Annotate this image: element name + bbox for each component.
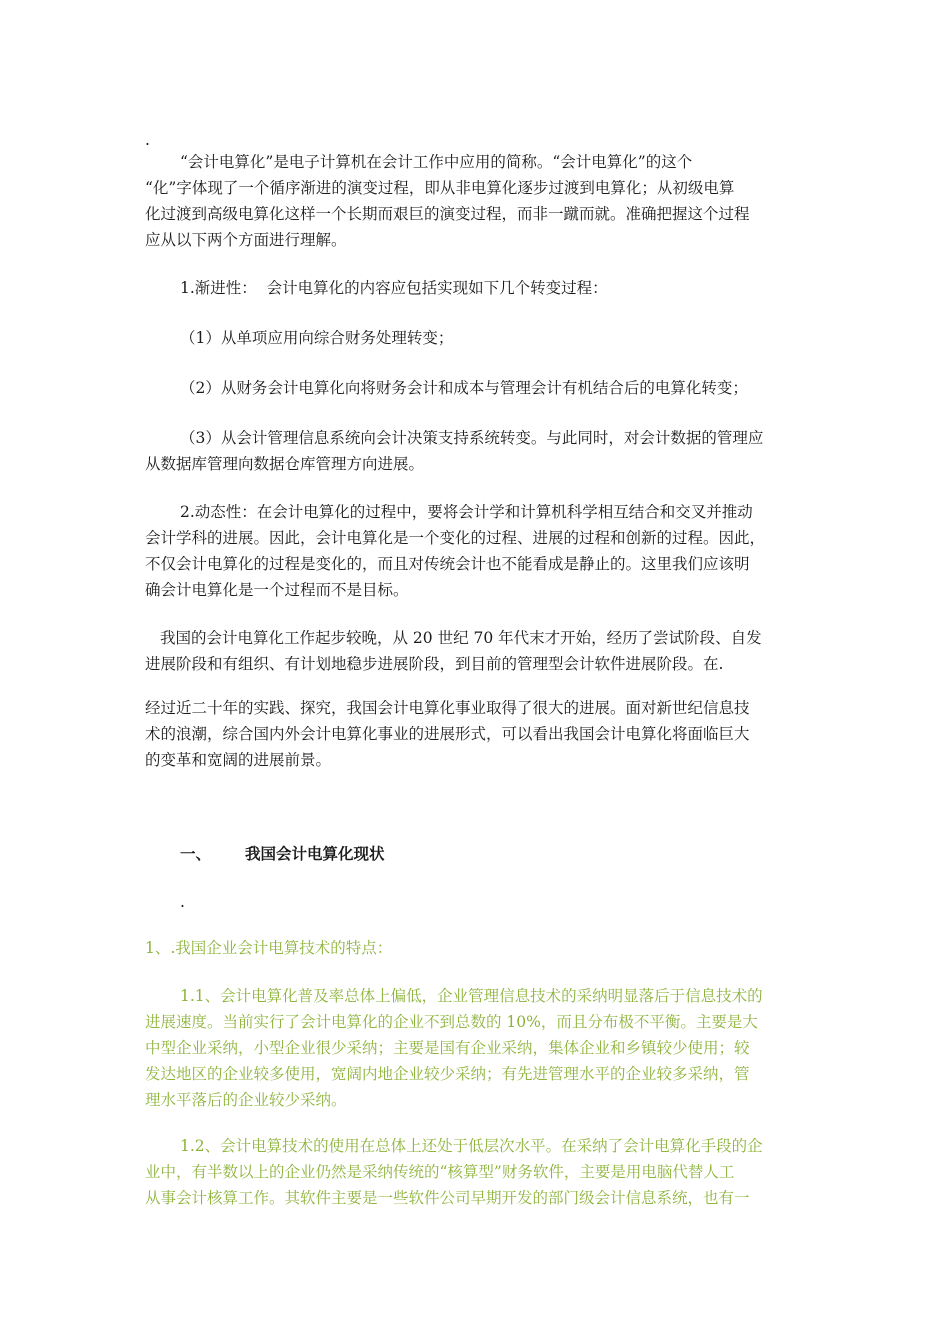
feature-1-line-2: 进展速度。当前实行了会计电算化的企业不到总数的 10%，而且分布极不平衡。主要是大 — [145, 1013, 758, 1031]
history-line-1: 我国的会计电算化工作起步较晚，从 20 世纪 70 年代末才开始，经历了尝试阶段、自发 — [160, 629, 762, 647]
feature-2-line-1: 1.2、会计电算技术的使用在总体上还处于低层次水平。在采纳了会计电算化手段的企 — [180, 1137, 763, 1155]
transition-item-1: （1）从单项应用向综合财务处理转变； — [180, 329, 454, 347]
stray-dot: . — [145, 131, 150, 149]
intro-line-1: “会计电算化”是电子计算机在会计工作中应用的简称。“会计电算化”的这个 — [180, 153, 693, 171]
history-line-2: 进展阶段和有组织、有计划地稳步进展阶段，到目前的管理型会计软件进展阶段。在. — [145, 655, 724, 673]
feature-1-line-3: 中型企业采纳，小型企业很少采纳；主要是国有企业采纳，集体企业和乡镇较少使用；较 — [145, 1039, 750, 1057]
transition-item-3: （3）从会计管理信息系统向会计决策支持系统转变。与此同时，对会计数据的管理应 — [180, 429, 764, 447]
transition-item-2: （2）从财务会计电算化向将财务会计和成本与管理会计有机结合后的电算化转变； — [180, 379, 748, 397]
gradual-heading: 1.渐进性： 会计电算化的内容应包括实现如下几个转变过程： — [180, 279, 608, 297]
intro-line-2: “化”字体现了一个循序渐进的演变过程，即从非电算化逐步过渡到电算化；从初级电算 — [145, 179, 735, 197]
intro-line-3: 化过渡到高级电算化这样一个长期而艰巨的演变过程，而非一蹴而就。准确把握这个过程 — [145, 205, 750, 223]
feature-1-line-1: 1.1、会计电算化普及率总体上偏低，企业管理信息技术的采纳明显落后于信息技术的 — [180, 987, 763, 1005]
feature-1-line-4: 发达地区的企业较多使用，宽阔内地企业较少采纳；有先进管理水平的企业较多采纳，管 — [145, 1065, 750, 1083]
dynamic-line-3: 不仅会计电算化的过程是变化的，而且对传统会计也不能看成是静止的。这里我们应该明 — [145, 555, 750, 573]
progress-line-2: 术的浪潮，综合国内外会计电算化事业的进展形式，可以看出我国会计电算化将面临巨大 — [145, 725, 750, 743]
subsection-title: 1、.我国企业会计电算技术的特点： — [145, 939, 393, 957]
transition-item-3-cont: 从数据库管理向数据仓库管理方向进展。 — [145, 455, 425, 473]
feature-2-line-3: 从事会计核算工作。其软件主要是一些软件公司早期开发的部门级会计信息系统，也有一 — [145, 1189, 750, 1207]
progress-line-1: 经过近二十年的实践、探究，我国会计电算化事业取得了很大的进展。面对新世纪信息技 — [145, 699, 750, 717]
dynamic-line-4: 确会计电算化是一个过程而不是目标。 — [145, 581, 409, 599]
dynamic-line-2: 会计学科的进展。因此，会计电算化是一个变化的过程、进展的过程和创新的过程。因此， — [145, 529, 766, 547]
progress-line-3: 的变革和宽阔的进展前景。 — [145, 751, 332, 769]
section-title: 我国会计电算化现状 — [245, 844, 385, 863]
stray-dot-mid: . — [180, 893, 185, 911]
feature-2-line-2: 业中，有半数以上的企业仍然是采纳传统的“核算型”财务软件，主要是用电脑代替人工 — [145, 1163, 735, 1181]
intro-line-4: 应从以下两个方面进行理解。 — [145, 231, 347, 249]
section-number: 一、 — [180, 844, 212, 863]
feature-1-line-5: 理水平落后的企业较少采纳。 — [145, 1091, 347, 1109]
dynamic-line-1: 2.动态性：在会计电算化的过程中，要将会计学和计算机科学相互结合和交叉并推动 — [180, 503, 753, 521]
